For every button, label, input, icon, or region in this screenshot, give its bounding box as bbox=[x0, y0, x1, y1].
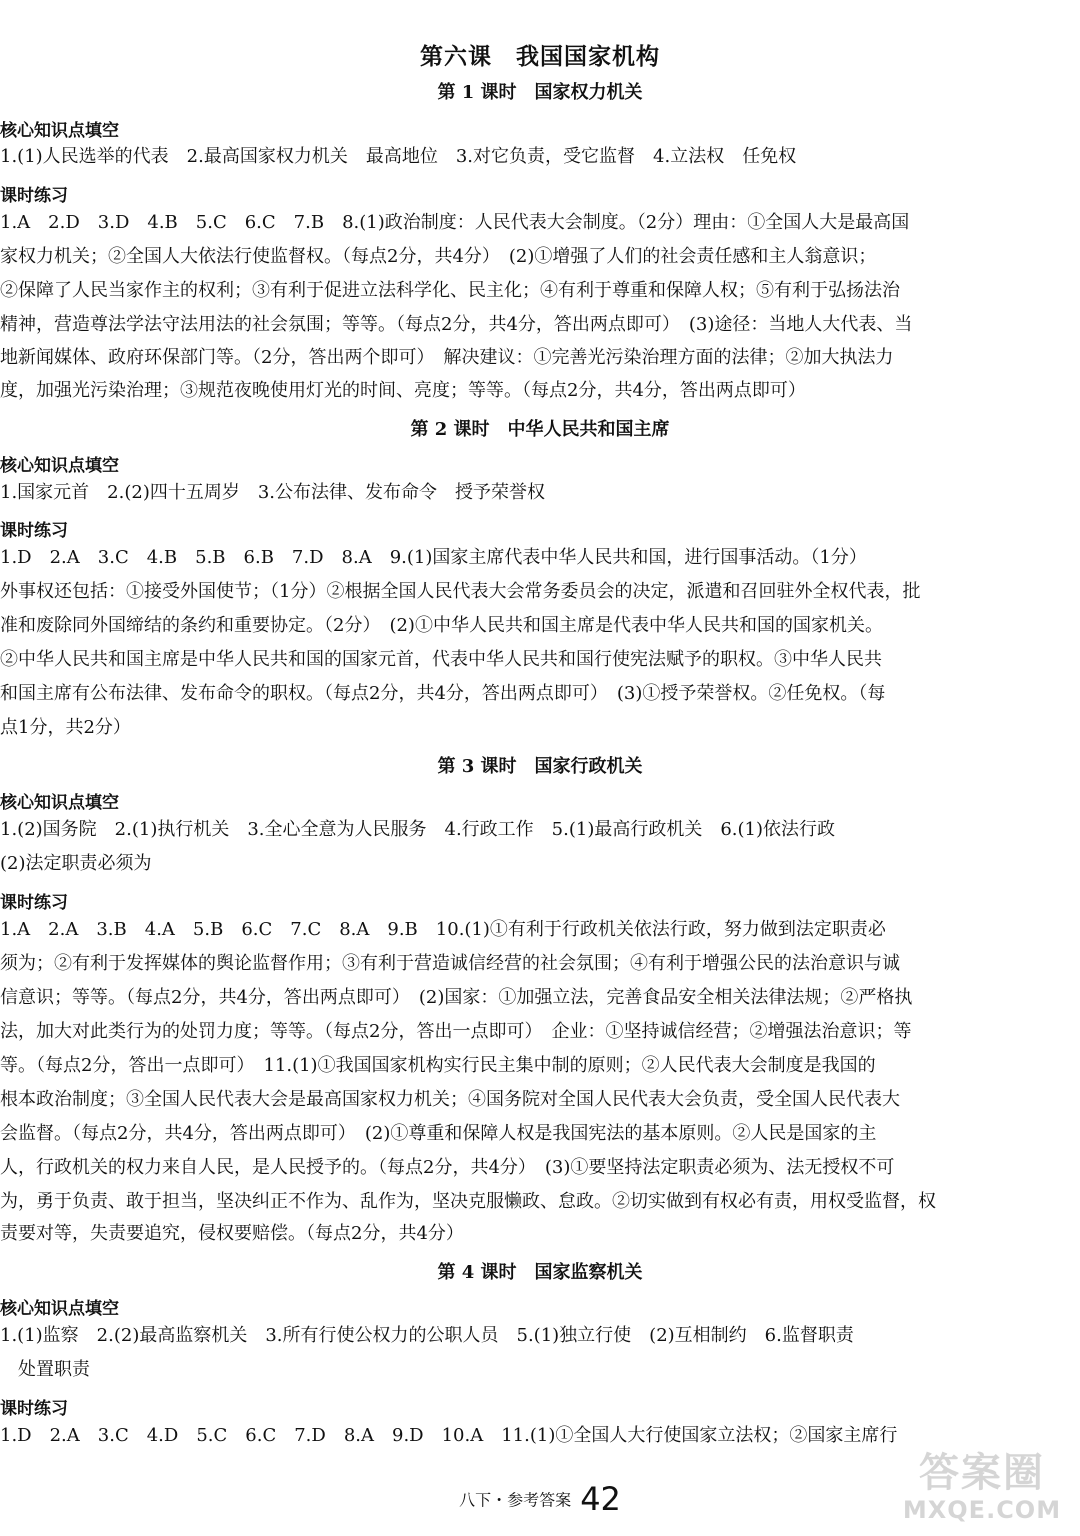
footer-label: 八下・参考答案 bbox=[459, 1490, 572, 1510]
lesson-4-core-label: 核心知识点填空 bbox=[0, 1299, 119, 1319]
lesson-2-practice-line: 和国主席有公布法律、发布命令的职权。（每点2分，共4分，答出两点即可） (3)①授予荣誉权。②任免权。（每 bbox=[0, 683, 886, 704]
lesson-3-practice-label: 课时练习 bbox=[0, 893, 68, 913]
watermark-url: MXQE.COM bbox=[902, 1496, 1062, 1524]
lesson-4-core-line: 1.(1)监察 2.(2)最高监察机关 3.所有行使公权力的公职人员 5.(1)独立行使 (2)互相制约 6.监督职责 bbox=[0, 1325, 854, 1346]
lesson-1-practice-line: 家权力机关；②全国人大依法行使监督权。（每点2分，共4分） (2)①增强了人们的社会责任感和主人翁意识； bbox=[0, 246, 877, 267]
lesson-2-practice-line: 准和废除同外国缔结的条约和重要协定。（2分） (2)①中华人民共和国主席是代表中华人民共和国的国家机关。 bbox=[0, 615, 883, 636]
lesson-4-practice-line: 1.D 2.A 3.C 4.D 5.C 6.C 7.D 8.A 9.D 10.A 11.(1)①全国人大行使国家立法权；②国家主席行 bbox=[0, 1425, 898, 1446]
chapter-title: 第六课 我国国家机构 bbox=[420, 43, 660, 70]
lesson-1-practice-line: 精神，营造尊法学法守法用法的社会氛围；等等。（每点2分，共4分，答出两点即可） (3)途径：当地人大代表、当 bbox=[0, 314, 913, 335]
lesson-1-core-line: 1.(1)人民选举的代表 2.最高国家权力机关 最高地位 3.对它负责，受它监督 4.立法权 任免权 bbox=[0, 146, 797, 167]
lesson-2-practice-line: 外事权还包括：①接受外国使节；（1分）②根据全国人民代表大会常务委员会的决定，派遣和召回驻外全权代表，批 bbox=[0, 581, 921, 602]
lesson-3-practice-line: 为，勇于负责、敢于担当，坚决纠正不作为、乱作为，坚决克服懒政、怠政。②切实做到有权必有责，用权受监督，权 bbox=[0, 1191, 936, 1212]
lesson-4-practice-label: 课时练习 bbox=[0, 1399, 68, 1419]
lesson-3-practice-line: 等。（每点2分，答出一点即可） 11.(1)①我国国家机构实行民主集中制的原则；②人民代表大会制度是我国的 bbox=[0, 1055, 876, 1076]
lesson-3-title: 第 3 课时 国家行政机关 bbox=[437, 756, 643, 777]
lesson-1-practice-line: ②保障了人民当家作主的权利；③有利于促进立法科学化、民主化；④有利于尊重和保障人权；⑤有利于弘扬法治 bbox=[0, 280, 900, 301]
lesson-1-practice-line: 地新闻媒体、政府环保部门等。（2分，答出两个即可） 解决建议：①完善光污染治理方面的法律；②加大执法力 bbox=[0, 347, 894, 368]
lesson-1-practice-line: 度，加强光污染治理；③规范夜晚使用灯光的时间、亮度；等等。（每点2分，共4分，答出两点即可） bbox=[0, 380, 806, 401]
lesson-3-core-line: 1.(2)国务院 2.(1)执行机关 3.全心全意为人民服务 4.行政工作 5.(1)最高行政机关 6.(1)依法行政 bbox=[0, 819, 836, 840]
lesson-3-practice-line: 人，行政机关的权力来自人民，是人民授予的。（每点2分，共4分） (3)①要坚持法定职责必须为、法无授权不可 bbox=[0, 1157, 895, 1178]
lesson-1-title: 第 1 课时 国家权力机关 bbox=[437, 82, 643, 103]
lesson-4-title: 第 4 课时 国家监察机关 bbox=[437, 1262, 643, 1283]
watermark-logo bbox=[892, 1450, 1072, 1530]
lesson-2-core-label: 核心知识点填空 bbox=[0, 456, 119, 476]
lesson-3-core-label: 核心知识点填空 bbox=[0, 793, 119, 813]
watermark-text: 答案圈 bbox=[919, 1450, 1045, 1496]
lesson-3-practice-line: 1.A 2.A 3.B 4.A 5.B 6.C 7.C 8.A 9.B 10.(1)①有利于行政机关依法行政，努力做到法定职责必 bbox=[0, 919, 886, 940]
lesson-2-practice-line: ②中华人民共和国主席是中华人民共和国的国家元首，代表中华人民共和国行使宪法赋予的职权。③中华人民共 bbox=[0, 649, 882, 670]
lesson-3-practice-line: 责要对等，失责要追究，侵权要赔偿。（每点2分，共4分） bbox=[0, 1223, 464, 1244]
lesson-4-core-line: 处置职责 bbox=[0, 1359, 90, 1380]
lesson-2-practice-line: 点1分，共2分） bbox=[0, 717, 131, 738]
lesson-2-title: 第 2 课时 中华人民共和国主席 bbox=[410, 419, 670, 440]
lesson-3-practice-line: 须为；②有利于发挥媒体的舆论监督作用；③有利于营造诚信经营的社会氛围；④有利于增强公民的法治意识与诚 bbox=[0, 953, 900, 974]
lesson-1-core-label: 核心知识点填空 bbox=[0, 121, 119, 141]
lesson-3-practice-line: 法，加大对此类行为的处罚力度；等等。（每点2分，答出一点即可） 企业：①坚持诚信经营；②增强法治意识；等 bbox=[0, 1021, 912, 1042]
page-number: 42 bbox=[580, 1480, 621, 1518]
lesson-2-practice-label: 课时练习 bbox=[0, 521, 68, 541]
lesson-3-practice-line: 会监督。（每点2分，共4分，答出两点即可） (2)①尊重和保障人权是我国宪法的基本原则。②人民是国家的主 bbox=[0, 1123, 877, 1144]
lesson-3-core-line: (2)法定职责必须为 bbox=[0, 853, 152, 874]
lesson-2-core-line: 1.国家元首 2.(2)四十五周岁 3.公布法律、发布命令 授予荣誉权 bbox=[0, 482, 546, 503]
lesson-1-practice-line: 1.A 2.D 3.D 4.B 5.C 6.C 7.B 8.(1)政治制度：人民代表大会制度。（2分）理由：①全国人大是最高国 bbox=[0, 212, 910, 233]
lesson-3-practice-line: 根本政治制度；③全国人民代表大会是最高国家权力机关；④国务院对全国人民代表大会负责，受全国人民代表大 bbox=[0, 1089, 900, 1110]
lesson-2-practice-line: 1.D 2.A 3.C 4.B 5.B 6.B 7.D 8.A 9.(1)国家主席代表中华人民共和国，进行国事活动。（1分） bbox=[0, 547, 867, 568]
lesson-1-practice-label: 课时练习 bbox=[0, 186, 68, 206]
lesson-3-practice-line: 信意识；等等。（每点2分，共4分，答出两点即可） (2)国家：①加强立法，完善食品安全相关法律法规；②严格执 bbox=[0, 987, 913, 1008]
